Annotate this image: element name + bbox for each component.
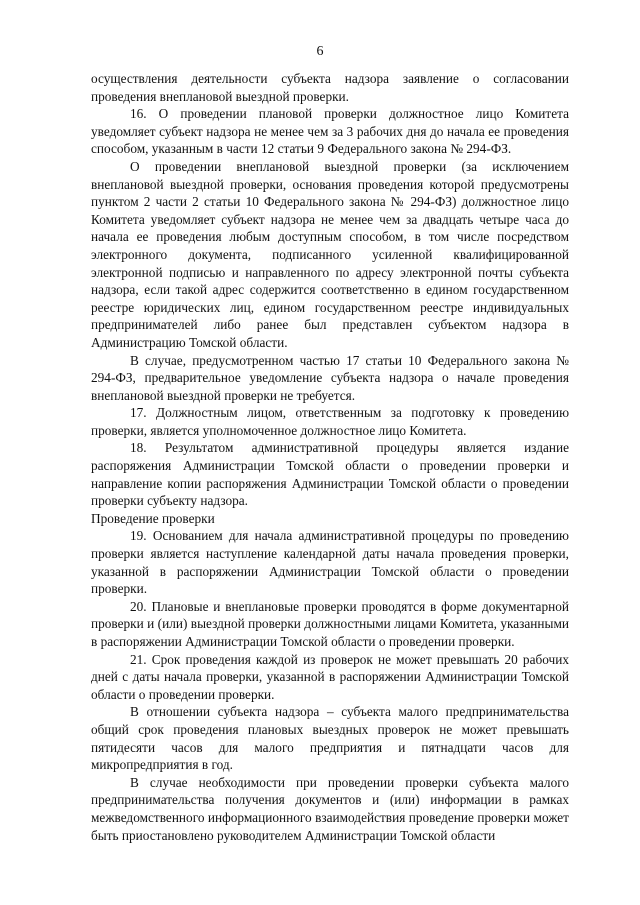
document-body <box>91 70 569 844</box>
paragraph-item-18: 18. Результатом административной процедуры является издание распоряжения Администрации Томской области о проведении проверки и направление копии распоряжения Администрации Томской области о проведении проверки субъекту надзора. <box>91 440 569 509</box>
paragraph-no-prior-notice: В случае, предусмотренном частью 17 статьи 10 Федерального закона № 294-ФЗ, предварительное уведомление субъекта надзора о начале проведения внеплановой выездной проверки не требуется. <box>91 352 569 403</box>
paragraph-item-17: 17. Должностным лицом, ответственным за подготовку к проведению проверки, является уполномоченное должностное лицо Комитета. <box>91 405 569 438</box>
paragraph-continuation: осуществления деятельности субъекта надзора заявление о согласовании проведения внеплановой выездной проверки. <box>91 71 569 104</box>
paragraph-unscheduled-notice: О проведении внеплановой выездной проверки (за исключением внеплановой выездной проверки, основания проведения которой предусмотрены пунктом 2 части 2 статьи 10 Федерального закона № 294-ФЗ) должностное лицо Комитета уведомляет субъект надзора не менее чем за двадцать четыре часа до начала ее проведения любым доступным способом, в том числе посредством электронного документа, подписанного усиленной квалифицированной электронной подписью и направленного по адресу электронной почты субъекта надзора, если такой адрес содержится соответственно в едином государственном реестре юридических лиц, едином государственном реестре индивидуальных предпринимателей либо ранее был представлен субъектом надзора в Администрацию Томской области. <box>91 158 569 350</box>
paragraph-item-20: 20. Плановые и внеплановые проверки проводятся в форме документарной проверки и (или) выездной проверки должностными лицами Комитета, указанными в распоряжении Администрации Томской области о проведении проверки. <box>91 598 569 649</box>
section-heading: Проведение проверки <box>91 510 215 526</box>
paragraph-item-21: 21. Срок проведения каждой из проверок не может превышать 20 рабочих дней с даты начала проверки, указанной в распоряжении Администрации Томской области о проведении проверки. <box>91 651 569 702</box>
paragraph-item-19: 19. Основанием для начала административной процедуры по проведению проверки является наступление календарной даты начала проведения проверки, указанной в распоряжении Администрации Томской области о проведении проверки. <box>91 528 569 597</box>
page-number: 6 <box>316 44 324 59</box>
paragraph-suspension: В случае необходимости при проведении проверки субъекта малого предпринимательства получения документов и (или) информации в рамках межведомственного информационного взаимодействия проведение проверки может быть приостановлено руководителем Администрации Томской области <box>91 774 569 843</box>
paragraph-item-16: 16. О проведении плановой проверки должностное лицо Комитета уведомляет субъект надзора не менее чем за 3 рабочих дня до начала ее проведения способом, указанным в части 12 статьи 9 Федерального закона № 294-ФЗ. <box>91 106 569 157</box>
paragraph-small-business-limit: В отношении субъекта надзора – субъекта малого предпринимательства общий срок проведения плановых выездных проверок не может превышать пятидесяти часов для малого предприятия и пятнадцати часов для микропредприятия в год. <box>91 704 569 773</box>
